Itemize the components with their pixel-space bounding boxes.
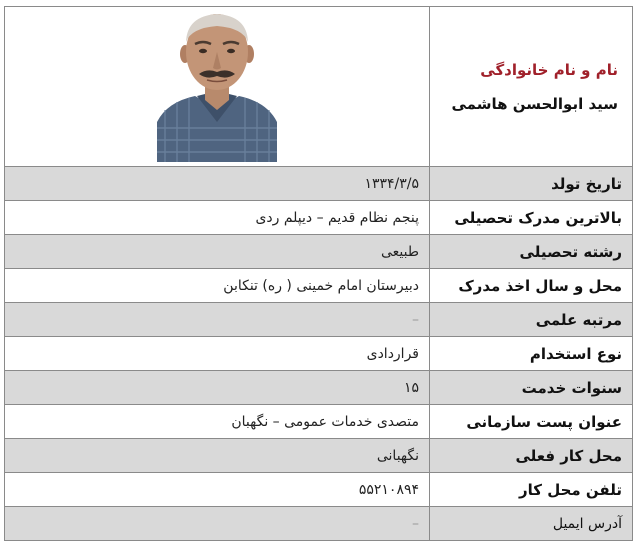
portrait-icon (157, 10, 277, 162)
portrait-photo (157, 10, 277, 162)
row-label: نوع استخدام (430, 337, 633, 371)
row-label: محل کار فعلی (430, 439, 633, 473)
workplace-row (5, 439, 633, 473)
row-value: دبیرستان امام خمینی ( ره) تنکابن (5, 269, 430, 303)
job-title-row (5, 405, 633, 439)
birth-date-row (5, 167, 633, 201)
row-value: ۱۳۳۴/۳/۵ (5, 167, 430, 201)
row-value: طبیعی (5, 235, 430, 269)
row-value: قراردادی (5, 337, 430, 371)
name-label: نام و نام خانوادگی (480, 60, 618, 79)
row-value: – (5, 507, 430, 541)
row-value: نگهبانی (5, 439, 430, 473)
work-phone-row (5, 473, 633, 507)
name-cell (430, 7, 633, 167)
years-of-service-row (5, 371, 633, 405)
row-value: متصدی خدمات عمومی – نگهبان (5, 405, 430, 439)
name-value: سید ابوالحسن هاشمی (451, 94, 618, 113)
header-row (5, 7, 633, 167)
row-value: – (5, 303, 430, 337)
email-row (5, 507, 633, 541)
row-label: تاریخ تولد (430, 167, 633, 201)
row-label: مرتبه علمی (430, 303, 633, 337)
row-label: آدرس ایمیل (430, 507, 633, 541)
row-label: محل و سال اخذ مدرک (430, 269, 633, 303)
field-of-study-row (5, 235, 633, 269)
photo-cell (5, 7, 430, 167)
profile-table (4, 6, 633, 541)
highest-degree-row (5, 201, 633, 235)
row-label: رشته تحصیلی (430, 235, 633, 269)
row-label: تلفن محل کار (430, 473, 633, 507)
employment-type-row (5, 337, 633, 371)
row-label: بالاترین مدرک تحصیلی (430, 201, 633, 235)
row-value: ۵۵۲۱۰۸۹۴ (5, 473, 430, 507)
row-label: سنوات خدمت (430, 371, 633, 405)
row-value: پنجم نظام قدیم – دیپلم ردی (5, 201, 430, 235)
row-value: ۱۵ (5, 371, 430, 405)
profile-sheet (4, 6, 632, 538)
row-label: عنوان پست سازمانی (430, 405, 633, 439)
degree-place-row (5, 269, 633, 303)
academic-rank-row (5, 303, 633, 337)
